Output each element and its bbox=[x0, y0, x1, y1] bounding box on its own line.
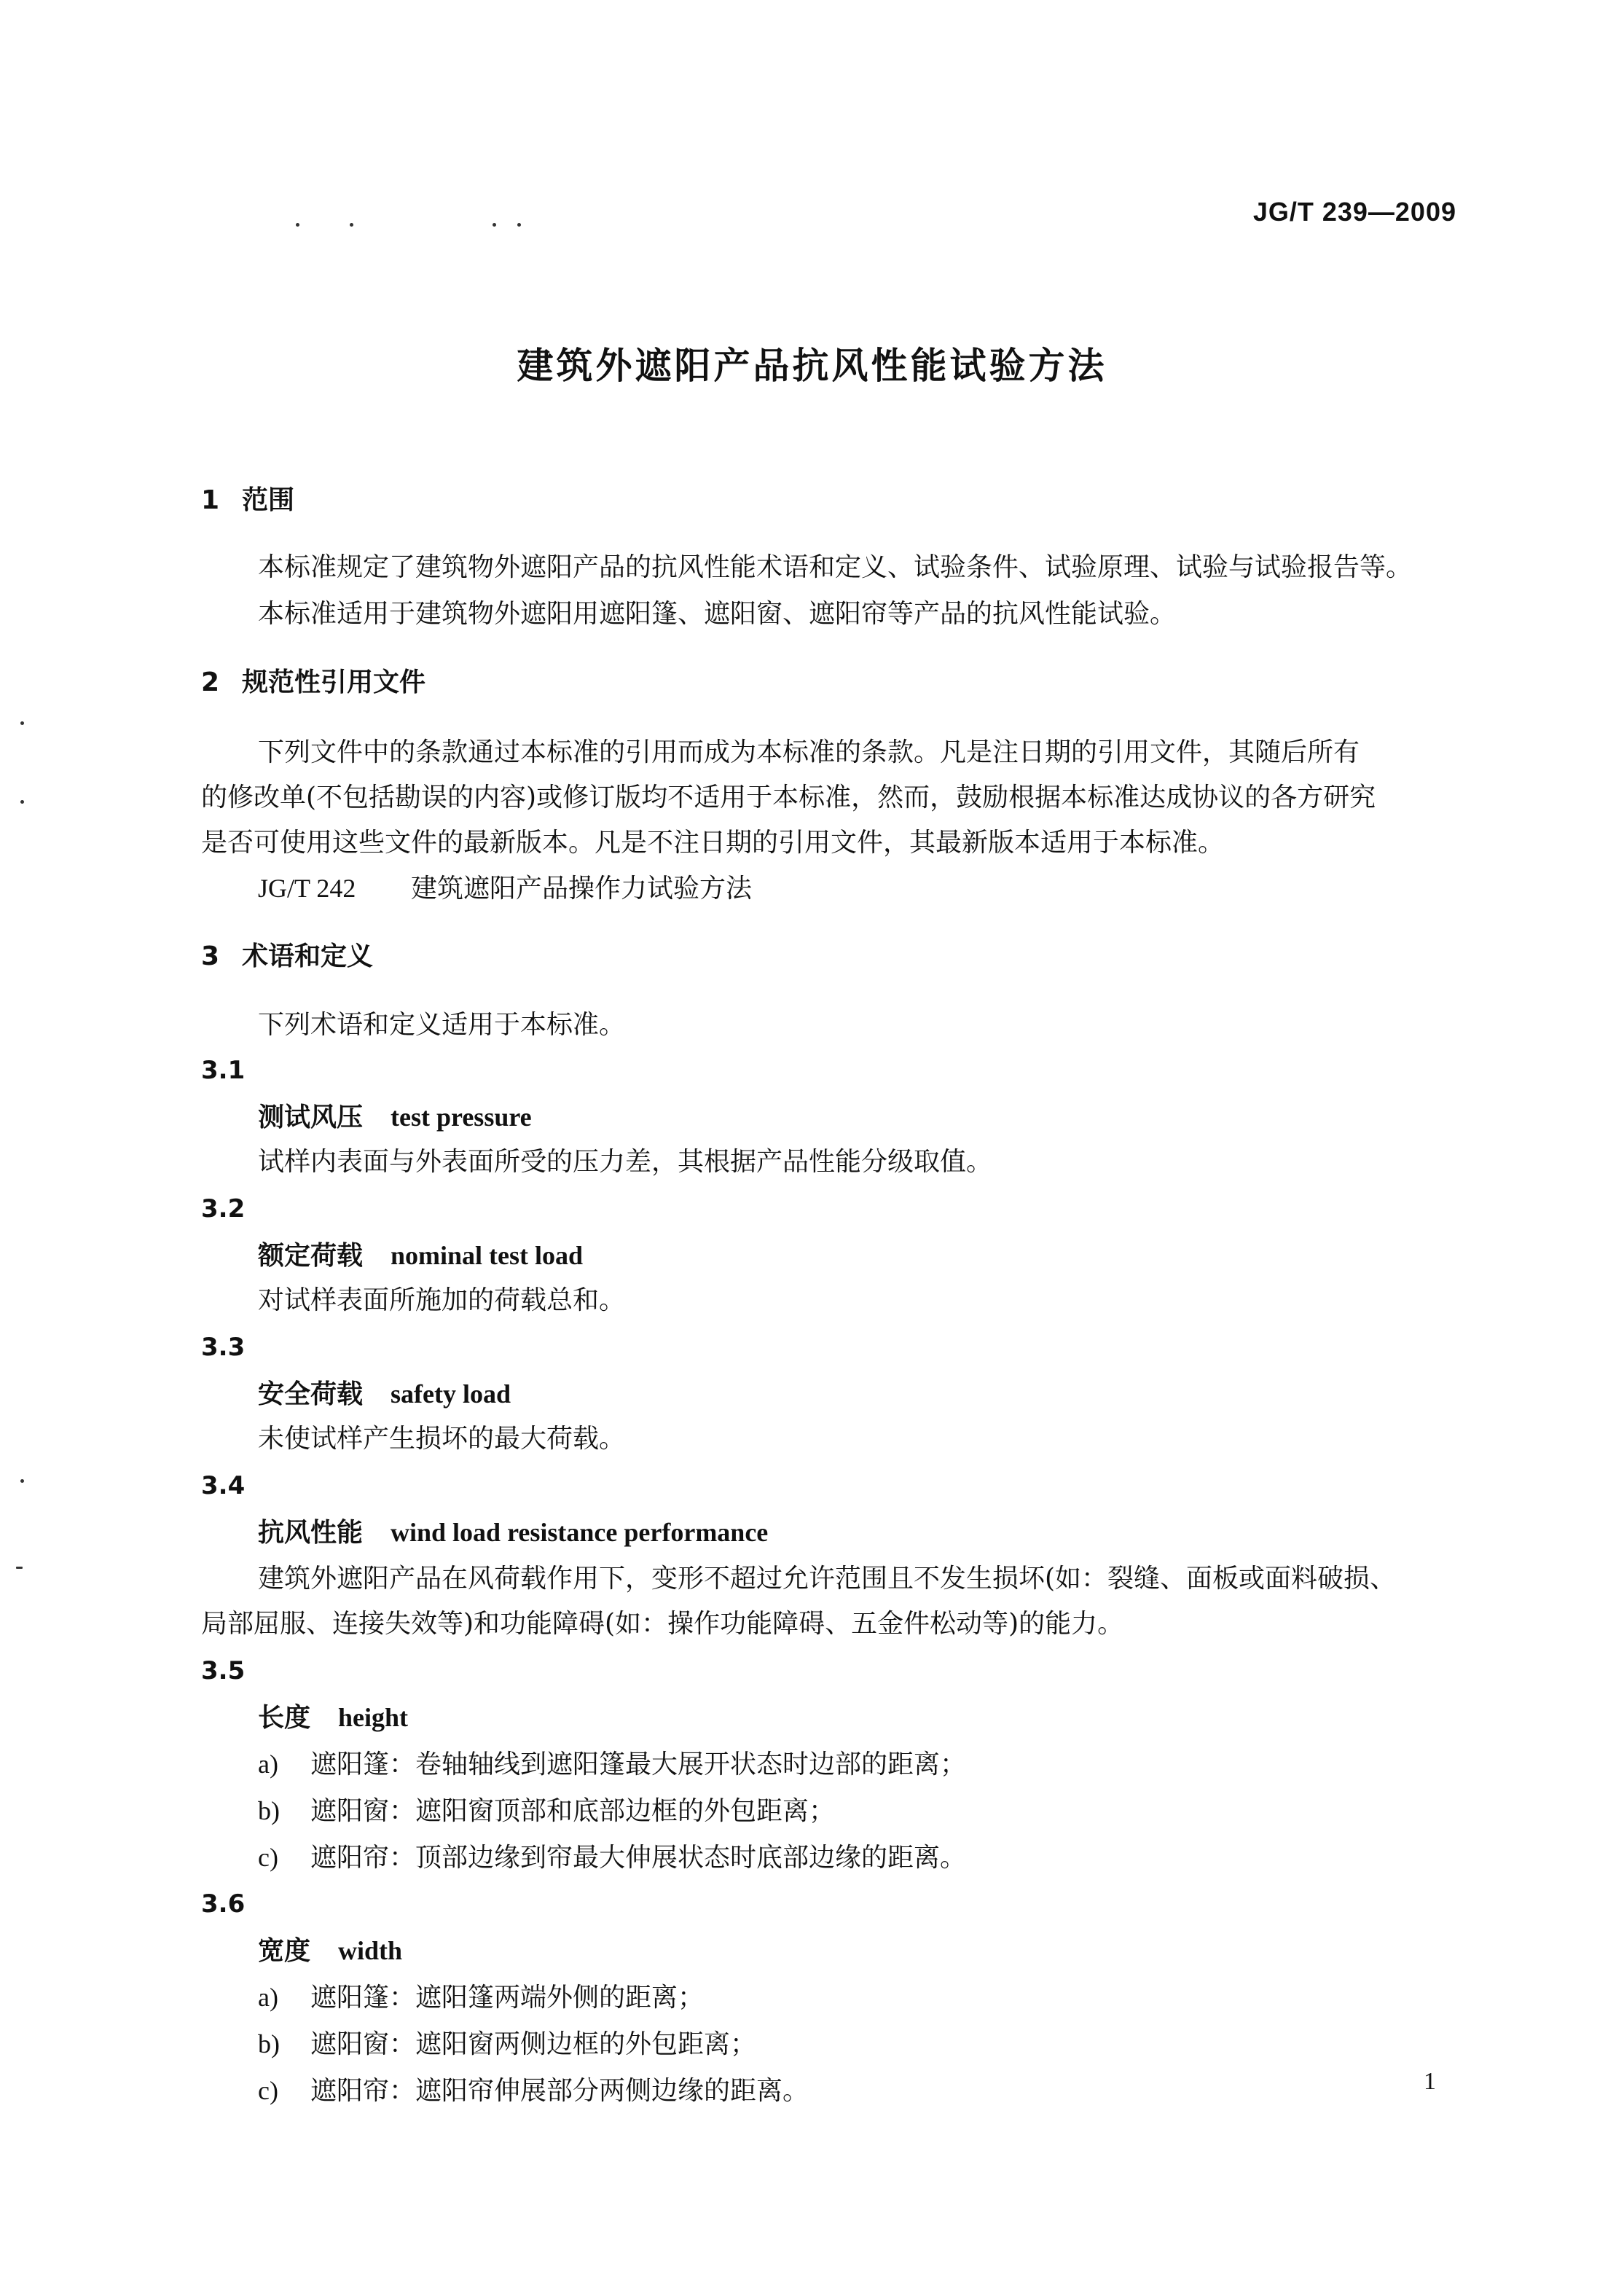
term-number: 3.5 bbox=[201, 1656, 246, 1685]
list-marker: c) bbox=[258, 2076, 278, 2105]
list-item-text: 遮阳篷：遮阳篷两端外侧的距离； bbox=[310, 1983, 705, 2013]
section-number: 3 bbox=[201, 941, 220, 971]
section-heading-scope bbox=[201, 484, 294, 517]
standard-code: JG/T 239—2009 bbox=[1252, 197, 1456, 227]
term-name-en: test pressure bbox=[391, 1102, 532, 1132]
term-name-zh: 长度 bbox=[258, 1703, 311, 1733]
section-number: 2 bbox=[201, 667, 220, 697]
term-name-zh: 测试风压 bbox=[258, 1102, 364, 1132]
term-definition: 未使试样产生损坏的最大荷载。 bbox=[258, 1424, 626, 1454]
term-name-en: wind load resistance performance bbox=[391, 1518, 769, 1547]
paragraph: 下列术语和定义适用于本标准。 bbox=[258, 1010, 626, 1040]
paragraph: 本标准规定了建筑物外遮阳产品的抗风性能术语和定义、试验条件、试验原理、试验与试验报告等。 bbox=[258, 552, 1413, 582]
scan-speck bbox=[20, 800, 24, 804]
term-title bbox=[258, 1100, 532, 1135]
reference-title: 建筑遮阳产品操作力试验方法 bbox=[411, 874, 753, 904]
section-heading-normative-references bbox=[201, 666, 425, 700]
normative-reference bbox=[258, 871, 752, 906]
term-title bbox=[258, 1934, 402, 1968]
list-marker: a) bbox=[258, 1983, 278, 2012]
scan-speck bbox=[296, 223, 299, 227]
term-title bbox=[258, 1516, 768, 1550]
scan-speck bbox=[493, 223, 496, 227]
scan-speck bbox=[350, 223, 353, 227]
term-title bbox=[258, 1239, 583, 1273]
reference-code: JG/T 242 bbox=[258, 874, 356, 903]
term-name-zh: 安全荷载 bbox=[258, 1379, 364, 1409]
list-item bbox=[258, 1841, 966, 1875]
term-title bbox=[258, 1377, 511, 1411]
list-item-text: 遮阳窗：遮阳窗两侧边框的外包距离； bbox=[310, 2029, 757, 2059]
section-title: 术语和定义 bbox=[242, 941, 374, 971]
section-title: 规范性引用文件 bbox=[242, 667, 426, 697]
list-marker: b) bbox=[258, 2029, 280, 2058]
term-name-en: height bbox=[338, 1703, 409, 1732]
list-item bbox=[258, 2074, 809, 2108]
term-definition-line: 局部屈服、连接失效等)和功能障碍(如：操作功能障碍、五金件松动等)的能力。 bbox=[201, 1609, 1124, 1639]
paragraph-line: 下列文件中的条款通过本标准的引用而成为本标准的条款。凡是注日期的引用文件，其随后所有 bbox=[258, 737, 1360, 767]
term-number: 3.6 bbox=[201, 1889, 246, 1919]
list-marker: b) bbox=[258, 1796, 280, 1825]
term-definition: 试样内表面与外表面所受的压力差，其根据产品性能分级取值。 bbox=[258, 1147, 993, 1177]
term-definition-line: 建筑外遮阳产品在风荷载作用下，变形不超过允许范围且不发生损坏(如：裂缝、面板或面料破损、 bbox=[258, 1564, 1397, 1594]
list-item bbox=[258, 2027, 756, 2061]
section-title: 范围 bbox=[242, 485, 295, 515]
term-name-en: safety load bbox=[391, 1379, 511, 1409]
list-item-text: 遮阳窗：遮阳窗顶部和底部边框的外包距离； bbox=[310, 1796, 836, 1826]
scan-speck bbox=[20, 721, 24, 725]
scan-speck bbox=[20, 1479, 24, 1483]
list-item bbox=[258, 1747, 966, 1782]
term-number: 3.3 bbox=[201, 1333, 246, 1362]
term-number: 3.1 bbox=[201, 1056, 246, 1085]
page-number: 1 bbox=[1424, 2068, 1436, 2095]
list-item bbox=[258, 1794, 835, 1828]
list-item-text: 遮阳帘：遮阳帘伸展部分两侧边缘的距离。 bbox=[310, 2076, 809, 2106]
term-number: 3.2 bbox=[201, 1194, 246, 1223]
list-marker: c) bbox=[258, 1843, 278, 1872]
scan-speck bbox=[16, 1567, 23, 1569]
paragraph: 本标准适用于建筑物外遮阳用遮阳篷、遮阳窗、遮阳帘等产品的抗风性能试验。 bbox=[258, 599, 1177, 629]
document-title: 建筑外遮阳产品抗风性能试验方法 bbox=[517, 345, 1107, 387]
term-definition: 对试样表面所施加的荷载总和。 bbox=[258, 1285, 626, 1315]
paragraph-line: 的修改单(不包括勘误的内容)或修订版均不适用于本标准，然而，鼓励根据本标准达成协议的各方研究 bbox=[201, 783, 1376, 812]
list-item bbox=[258, 1981, 704, 2015]
term-name-en: nominal test load bbox=[391, 1241, 584, 1270]
paragraph-line: 是否可使用这些文件的最新版本。凡是不注日期的引用文件，其最新版本适用于本标准。 bbox=[201, 828, 1225, 858]
list-item-text: 遮阳篷：卷轴轴线到遮阳篷最大展开状态时边部的距离； bbox=[310, 1750, 967, 1779]
term-name-zh: 抗风性能 bbox=[258, 1518, 364, 1548]
list-item-text: 遮阳帘：顶部边缘到帘最大伸展状态时底部边缘的距离。 bbox=[310, 1843, 967, 1873]
term-name-zh: 额定荷载 bbox=[258, 1241, 364, 1271]
scan-speck bbox=[517, 223, 521, 227]
term-name-en: width bbox=[338, 1936, 403, 1965]
term-title bbox=[258, 1701, 408, 1735]
term-name-zh: 宽度 bbox=[258, 1936, 311, 1966]
term-number: 3.4 bbox=[201, 1471, 246, 1500]
section-number: 1 bbox=[201, 485, 220, 515]
list-marker: a) bbox=[258, 1750, 278, 1779]
section-heading-terms-definitions bbox=[201, 940, 373, 973]
